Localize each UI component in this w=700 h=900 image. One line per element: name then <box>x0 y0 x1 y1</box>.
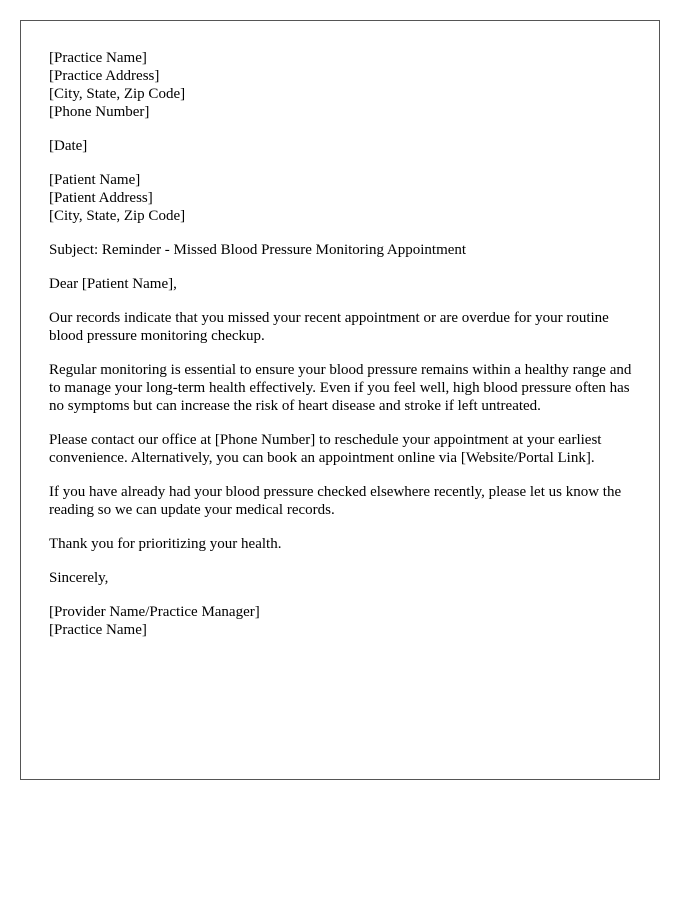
sender-city-state-zip: [City, State, Zip Code] <box>49 86 186 102</box>
letter-content <box>49 49 633 655</box>
body-paragraph-2: Regular monitoring is essential to ensure your blood pressure remains within a healthy range and to manage your long-term health effectively. Even if you feel well, high blood pressure often has no symptoms but can increase the risk of heart disease and stroke if left untreated. <box>49 362 632 414</box>
subject-line: Subject: Reminder - Missed Blood Pressure Monitoring Appointment <box>49 242 467 258</box>
salutation: Dear [Patient Name], <box>49 276 177 292</box>
body-paragraph-4: If you have already had your blood pressure checked elsewhere recently, please let us know the reading so we can update your medical records. <box>49 484 622 518</box>
sender-practice-address: [Practice Address] <box>49 68 160 84</box>
sender-block <box>49 49 633 121</box>
body-paragraph-5: Thank you for prioritizing your health. <box>49 536 282 552</box>
recipient-name: [Patient Name] <box>49 172 141 188</box>
recipient-city-state-zip: [City, State, Zip Code] <box>49 208 186 224</box>
letter-date: [Date] <box>49 138 88 154</box>
letter-page <box>20 20 660 780</box>
signature-practice-name: [Practice Name] <box>49 622 147 638</box>
date-block <box>49 137 633 155</box>
sender-practice-name: [Practice Name] <box>49 50 147 66</box>
recipient-block <box>49 171 633 225</box>
recipient-address: [Patient Address] <box>49 190 153 206</box>
signature-provider: [Provider Name/Practice Manager] <box>49 604 260 620</box>
closing: Sincerely, <box>49 570 109 586</box>
signature-block <box>49 603 633 639</box>
body-paragraph-3: Please contact our office at [Phone Number] to reschedule your appointment at your earliest convenience. Alternatively, you can book an appointment online via [Website/Portal Link]. <box>49 432 602 466</box>
sender-phone: [Phone Number] <box>49 104 150 120</box>
body-paragraph-1: Our records indicate that you missed your recent appointment or are overdue for your routine blood pressure monitoring checkup. <box>49 310 609 344</box>
